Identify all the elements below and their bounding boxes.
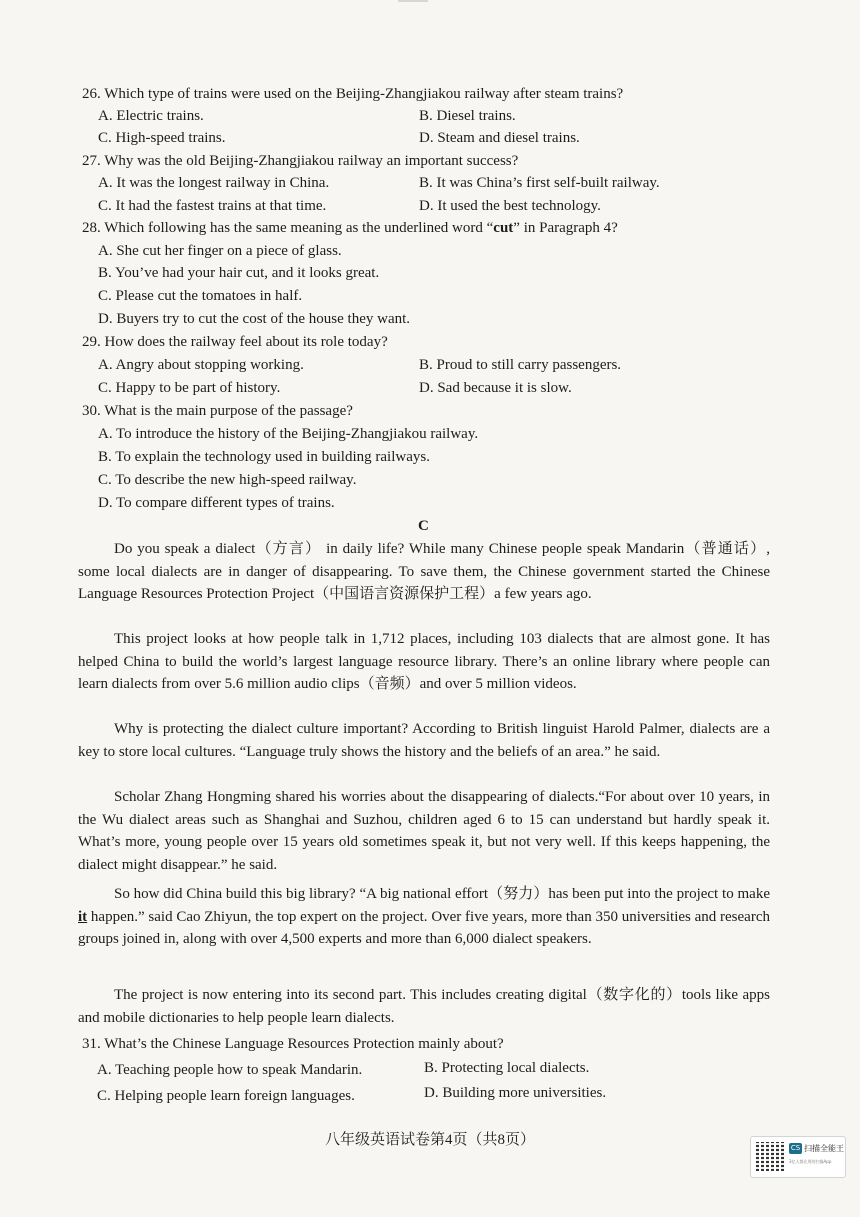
q31-option-d: D. Building more universities. <box>424 1085 607 1101</box>
scanner-watermark <box>750 1136 846 1178</box>
question-27-stem: 27. Why was the old Beijing-Zhangjiakou railway an important success? <box>82 153 519 169</box>
q27-option-c: C. It had the fastest trains at that time. <box>98 198 327 214</box>
q30-option-a: A. To introduce the history of the Beijing-Zhangjiakou railway. <box>98 426 479 442</box>
question-31-stem: 31. What’s the Chinese Language Resources Protection mainly about? <box>82 1036 504 1052</box>
watermark-brand: 扫描全能王 <box>804 1144 844 1153</box>
passage-paragraph-1: Do you speak a dialect（方言） in daily life? While many Chinese people speak Mandarin（普通话）, some local dialects are in danger of disappearing. To save them, the Chinese government started the Chinese Language Resources Protection Project（中国语言资源保护工程）a few years ago. <box>78 541 770 603</box>
q29-option-c: C. Happy to be part of history. <box>98 380 281 396</box>
q26-option-c: C. High-speed trains. <box>98 130 226 146</box>
q26-option-b: B. Diesel trains. <box>419 108 516 124</box>
q30-option-b: B. To explain the technology used in building railways. <box>98 449 430 465</box>
passage-paragraph-4: Scholar Zhang Hongming shared his worries about the disappearing of dialects.“For about over 10 years, in the Wu dialect areas such as Shanghai and Suzhou, children aged 6 to 15 can understand but hardly speak it. What’s more, young people over 15 years old sometimes speak it, but not very well. If this keeps happening, the dialect might disappear.” he said. <box>78 789 770 873</box>
q28-underlined-word: cut <box>493 220 514 236</box>
page-footer: 八年级英语试卷第4页（共8页） <box>324 1132 535 1148</box>
p5-underlined-word: it <box>78 908 88 925</box>
question-26-stem: 26. Which type of trains were used on the Beijing-Zhangjiakou railway after steam trains? <box>82 86 624 102</box>
passage-paragraph-3: Why is protecting the dialect culture important? According to British linguist Harold Palmer, dialects are a key to store local cultures. “Language truly shows the history and the beliefs of an area.” he said. <box>78 721 770 760</box>
watermark-tagline: 3亿人都在用的扫描App <box>789 1159 832 1164</box>
q29-option-b: B. Proud to still carry passengers. <box>419 357 622 373</box>
q26-option-a: A. Electric trains. <box>98 108 204 124</box>
question-28-stem <box>82 218 618 238</box>
q28-stem-pre: 28. Which following has the same meaning as the underlined word “ <box>82 220 494 236</box>
q27-option-a: A. It was the longest railway in China. <box>98 175 330 191</box>
passage-paragraph-2: This project looks at how people talk in 1,712 places, including 103 dialects that are almost gone. It has helped China to build the world’s largest language resource library. There’s an online library where people can learn dialects from over 5.6 million audio clips（音频）and over 5 million videos. <box>78 631 770 693</box>
q27-option-d: D. It used the best technology. <box>419 198 601 214</box>
q29-option-d: D. Sad because it is slow. <box>419 380 572 396</box>
passage-paragraph-6: The project is now entering into its second part. This includes creating digital（数字化的）tools like apps and mobile dictionaries to help people learn dialects. <box>78 987 770 1026</box>
q28-option-d: D. Buyers try to cut the cost of the house they want. <box>98 311 411 327</box>
q29-option-a: A. Angry about stopping working. <box>98 357 304 373</box>
question-30-stem: 30. What is the main purpose of the passage? <box>82 403 353 419</box>
q28-option-c: C. Please cut the tomatoes in half. <box>98 288 303 304</box>
qr-code-icon <box>756 1142 785 1171</box>
q31-option-b: B. Protecting local dialects. <box>424 1060 590 1076</box>
q30-option-d: D. To compare different types of trains. <box>98 495 335 511</box>
q27-option-b: B. It was China’s first self-built railway. <box>419 175 660 191</box>
q26-option-d: D. Steam and diesel trains. <box>419 130 580 146</box>
passage-paragraph-5 <box>78 883 770 951</box>
camscanner-logo-icon: CS <box>790 1144 801 1152</box>
q28-option-a: A. She cut her finger on a piece of glass. <box>98 243 342 259</box>
q31-option-a: A. Teaching people how to speak Mandarin. <box>97 1062 363 1078</box>
q31-option-c: C. Helping people learn foreign languages. <box>97 1088 355 1104</box>
p5-text-pre: So how did China build this big library? “A big national effort（努力）has been put into the project to make <box>114 886 770 902</box>
scan-edge-mark <box>398 0 428 2</box>
q30-option-c: C. To describe the new high-speed railway. <box>98 472 357 488</box>
q28-option-b: B. You’ve had your hair cut, and it looks great. <box>98 265 380 281</box>
q28-stem-post: ” in Paragraph 4? <box>513 220 618 236</box>
p5-text-post: happen.” said Cao Zhiyun, the top expert on the project. Over five years, more than 350 universities and research groups joined in, along with over 4,500 experts and more than 6,000 dialect speakers. <box>78 908 770 948</box>
section-c-heading: C <box>418 518 429 534</box>
question-29-stem: 29. How does the railway feel about its role today? <box>82 334 388 350</box>
